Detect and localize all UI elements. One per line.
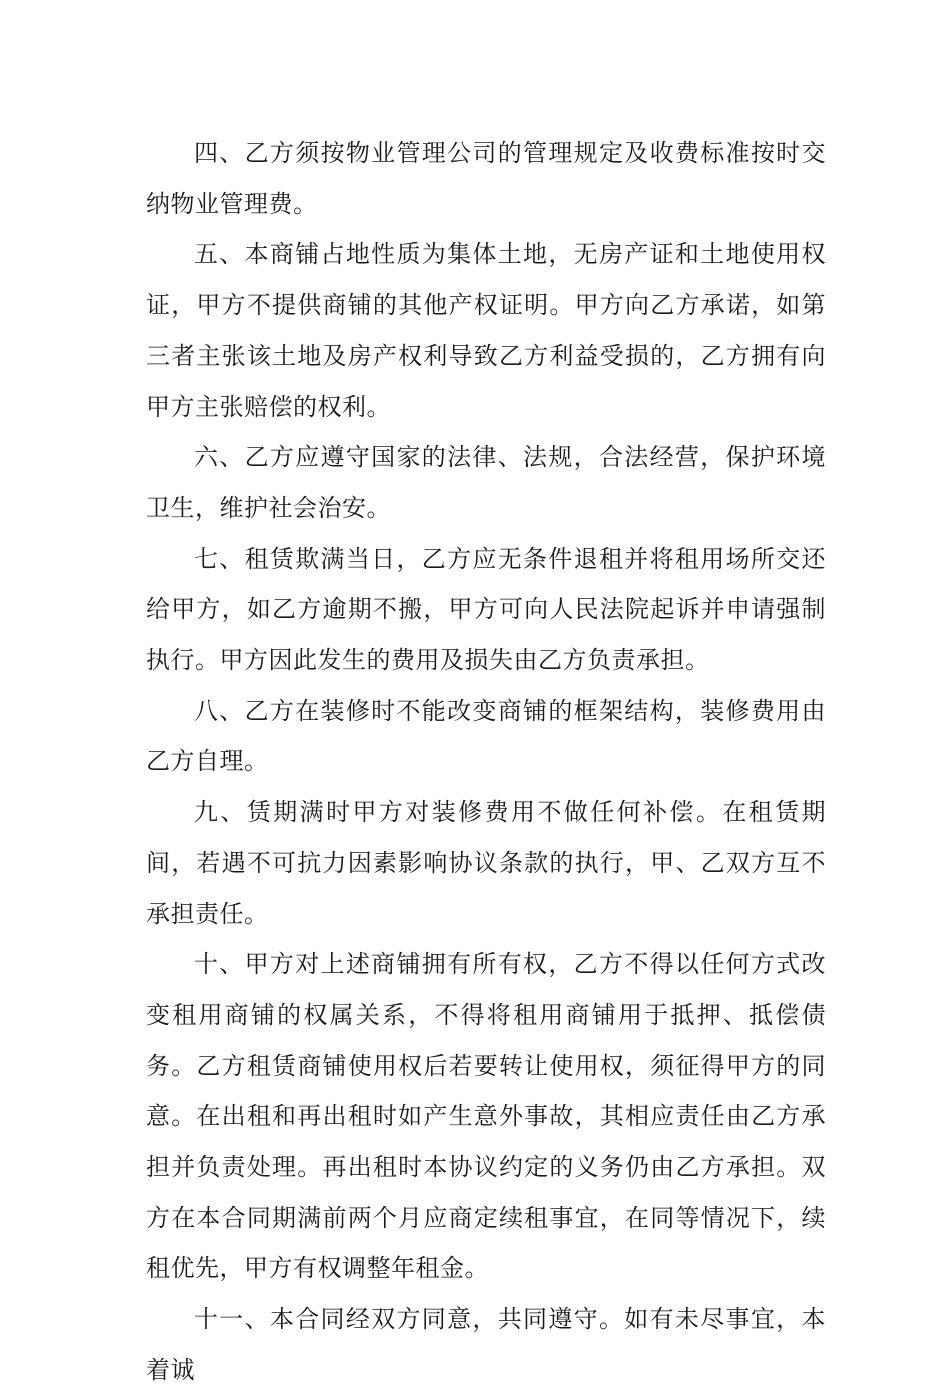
clause-5: 五、本商铺占地性质为集体土地，无房产证和土地使用权证，甲方不提供商铺的其他产权证明。甲方向乙方承诺，如第三者主张该土地及房产权利导致乙方利益受损的，乙方拥有向甲方主张赔偿的权利。 bbox=[146, 240, 826, 421]
document-body bbox=[146, 128, 826, 1396]
clause-9: 九、赁期满时甲方对装修费用不做任何补偿。在租赁期间，若遇不可抗力因素影响协议条款的执行，甲、乙双方互不承担责任。 bbox=[146, 798, 826, 928]
clause-4: 四、乙方须按物业管理公司的管理规定及收费标准按时交纳物业管理费。 bbox=[146, 139, 826, 218]
clause-8: 八、乙方在装修时不能改变商铺的框架结构，装修费用由乙方自理。 bbox=[146, 696, 826, 776]
clause-7: 七、租赁欺满当日，乙方应无条件退租并将租用场所交还给甲方，如乙方逾期不搬，甲方可向人民法院起诉并申请强制执行。甲方因此发生的费用及损失由乙方负责承担。 bbox=[146, 544, 826, 675]
clause-10: 十、甲方对上述商铺拥有所有权，乙方不得以任何方式改变租用商铺的权属关系，不得将租用商铺用于抵押、抵偿债务。乙方租赁商铺使用权后若要转让使用权，须征得甲方的同意。在出租和再出租时如产生意外事故，其相应责任由乙方承担并负责处理。再出租时本协议约定的义务仍由乙方承担。双方在本合同期满前两个月应商定续租事宜，在同等情况下，续租优先，甲方有权调整年租金。 bbox=[146, 950, 826, 1283]
clause-11: 十一、本合同经双方同意，共同遵守。如有未尽事宜，本着诚 bbox=[146, 1305, 826, 1384]
clause-6: 六、乙方应遵守国家的法律、法规，合法经营，保护环境卫生，维护社会治安。 bbox=[146, 443, 826, 522]
